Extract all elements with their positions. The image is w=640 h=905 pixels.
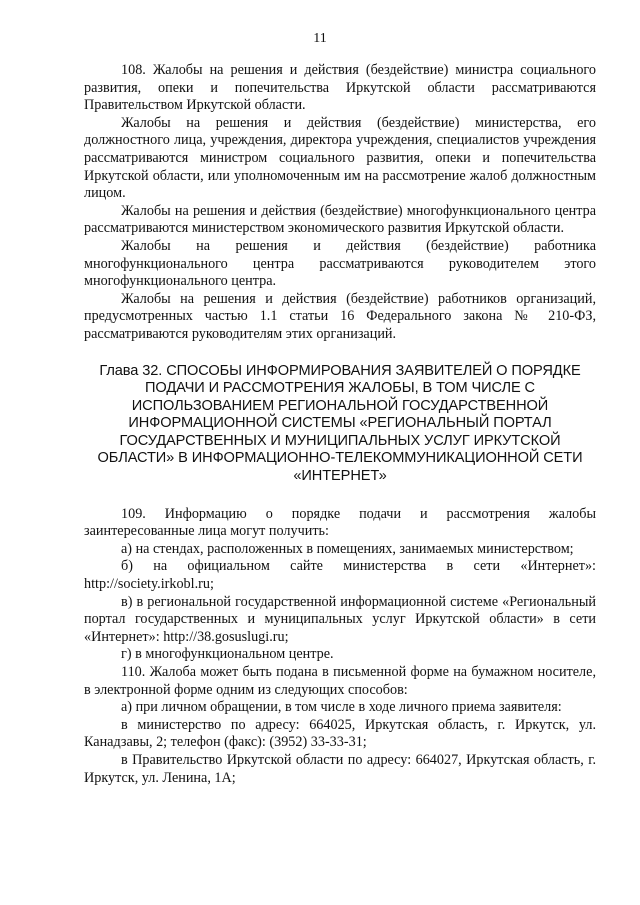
- chapter-heading: Глава 32. СПОСОБЫ ИНФОРМИРОВАНИЯ ЗАЯВИТЕЛЕЙ О ПОРЯДКЕ ПОДАЧИ И РАССМОТРЕНИЯ ЖАЛОБЫ, В ТОМ ЧИСЛЕ С ИСПОЛЬЗОВАНИЕМ РЕГИОНАЛЬНОЙ ГОСУДАРСТВЕННОЙ ИНФОРМАЦИОННОЙ СИСТЕМЫ «РЕГИОНАЛЬНЫЙ ПОРТАЛ ГОСУДАРСТВЕННЫХ И МУНИЦИПАЛЬНЫХ УСЛУГ ИРКУТСКОЙ ОБЛАСТИ» В ИНФОРМАЦИОННО-ТЕЛЕКОММУНИКАЦИОННОЙ СЕТИ «ИНТЕРНЕТ»: [97, 362, 583, 485]
- list-item-v-portal: в) в региональной государственной информационной системе «Региональный портал государственных и муниципальных услуг Иркутской области» в сети «Интернет»: http://38.gosuslugi.ru;: [84, 593, 596, 645]
- document-body: [84, 62, 596, 787]
- list-item-a-stands: а) на стендах, расположенных в помещениях, занимаемых министерством;: [121, 540, 574, 557]
- paragraph-mfc-worker-complaints: Жалобы на решения и действия (бездействие) работника многофункционального центра рассматриваются руководителем этого многофункционального центра.: [84, 237, 596, 290]
- list-item-g-mfc: г) в многофункциональном центре.: [121, 646, 334, 663]
- paragraph-ministry-complaints: Жалобы на решения и действия (бездействие) министерства, его должностного лица, учреждения, директора учреждения, специалистов учреждения рассматриваются министром социального развития, опеки и попечительства Иркутской области, или уполномоченным им на рассмотрение жалоб должностным лицом.: [84, 114, 596, 202]
- paragraph-mfc-complaints: Жалобы на решения и действия (бездействие) многофункционального центра рассматриваются министерством экономического развития Иркутской области.: [84, 202, 596, 237]
- list-item-b-website: б) на официальном сайте министерства в сети «Интернет»: http://society.irkobl.ru;: [84, 558, 596, 593]
- paragraph-108: 108. Жалобы на решения и действия (бездействие) министра социального развития, опеки и попечительства Иркутской области рассматриваются Правительством Иркутской области.: [84, 62, 596, 114]
- page-number: 11: [313, 31, 327, 46]
- list-item-a-personal: а) при личном обращении, в том числе в ходе личного приема заявителя:: [121, 699, 562, 716]
- paragraph-109: 109. Информацию о порядке подачи и рассмотрения жалобы заинтересованные лица могут получить:: [84, 505, 596, 540]
- paragraph-110: 110. Жалоба может быть подана в письменной форме на бумажном носителе, в электронной форме одним из следующих способов:: [84, 664, 596, 698]
- government-address: в Правительство Иркутской области по адресу: 664027, Иркутская область, г. Иркутск, ул. Ленина, 1А;: [84, 751, 596, 786]
- ministry-address: в министерство по адресу: 664025, Иркутская область, г. Иркутск, ул. Канадзавы, 2; телефон (факс): (3952) 33-33-31;: [84, 716, 596, 751]
- paragraph-organization-complaints: Жалобы на решения и действия (бездействие) работников организаций, предусмотренных частью 1.1 статьи 16 Федерального закона № 210-ФЗ, рассматриваются руководителям этих организаций.: [84, 290, 596, 342]
